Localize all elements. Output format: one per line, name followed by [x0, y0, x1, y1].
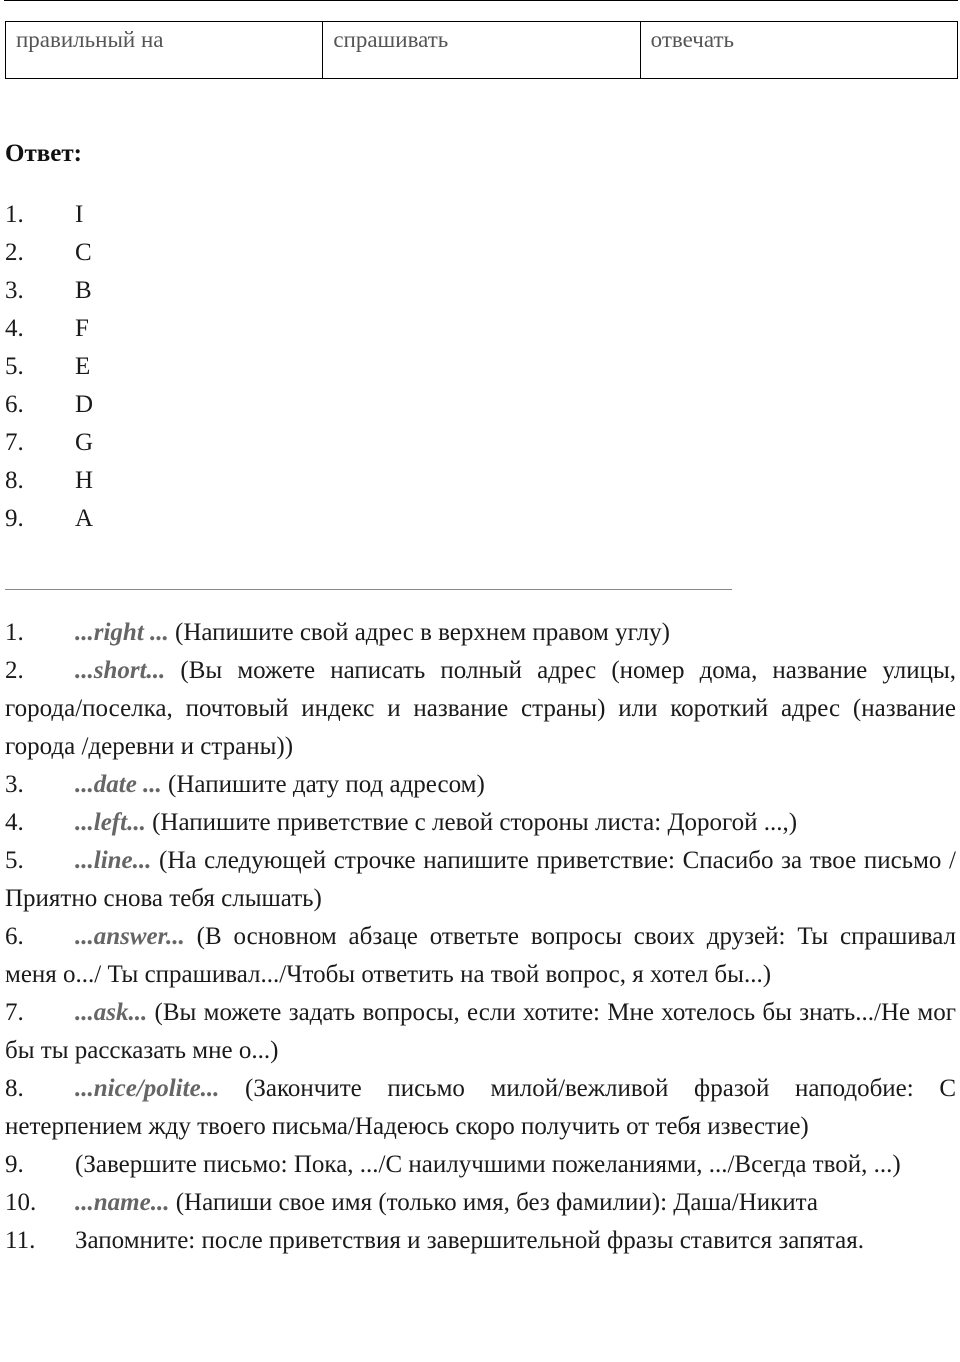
explanation-text: (Завершите письмо: Пока, .../С наилучшими пожеланиями, .../Всегда твой, ...) — [75, 1151, 901, 1178]
item-letter: C — [75, 239, 92, 266]
item-number: 6. — [5, 391, 24, 418]
item-number: 4. — [5, 315, 24, 342]
item-letter: G — [75, 429, 94, 456]
explanation-item — [5, 842, 956, 918]
explanation-text: (Вы можете написать полный адрес (номер дома, название улицы, города/поселка, почтовый индекс и название страны) или короткий адрес (название города /деревни и страны)) — [5, 657, 956, 760]
item-number: 2. — [5, 239, 24, 266]
item-number: 8. — [5, 467, 24, 494]
explanation-list — [5, 614, 956, 1260]
item-number: 11. — [5, 1227, 36, 1254]
item-letter: I — [75, 201, 84, 228]
explanation-text: (Вы можете задать вопросы, если хотите: Мне хотелось бы знать.../Не мог бы ты рассказать мне о...) — [5, 999, 956, 1064]
table-cell: правильный на — [6, 22, 323, 79]
explanation-text: (Напишите свой адрес в верхнем правом углу) — [168, 619, 670, 646]
item-number: 6. — [5, 923, 24, 950]
explanation-item — [5, 1070, 956, 1146]
item-number: 3. — [5, 277, 24, 304]
explanation-item — [5, 918, 956, 994]
explanation-text: (Закончите письмо милой/вежливой фразой наподобие: С нетерпением жду твоего письма/Надеюсь скоро получить от тебя известие) — [5, 1075, 956, 1140]
keyword: ...short... — [75, 657, 166, 684]
explanation-text: (Напишите приветствие с левой стороны листа: Дорогой ...,) — [145, 809, 798, 836]
keyword: ...left... — [75, 809, 146, 836]
item-number: 7. — [5, 999, 24, 1026]
item-number: 5. — [5, 353, 24, 380]
list-item — [5, 348, 93, 386]
item-number: 8. — [5, 1075, 24, 1102]
section-divider — [5, 589, 732, 590]
table-cell: отвечать — [640, 22, 957, 79]
keyword: ...answer... — [75, 923, 185, 950]
explanation-text: Запомните: после приветствия и завершительной фразы ставится запятая. — [75, 1227, 864, 1254]
answer-heading: Ответ: — [5, 140, 82, 167]
item-letter: F — [75, 315, 89, 342]
table-cell: спрашивать — [323, 22, 640, 79]
item-number: 10. — [5, 1189, 37, 1216]
explanation-item — [5, 614, 956, 652]
explanation-item — [5, 1146, 956, 1184]
word-table — [5, 21, 958, 79]
keyword: ...line... — [75, 847, 152, 874]
explanation-item — [5, 652, 956, 766]
keyword: ...right ... — [75, 619, 169, 646]
answer-list — [5, 196, 93, 538]
list-item — [5, 272, 93, 310]
list-item — [5, 310, 93, 348]
list-item — [5, 386, 93, 424]
explanation-item — [5, 804, 956, 842]
list-item — [5, 234, 93, 272]
explanation-text: (Напиши свое имя (только имя, без фамилии): Даша/Никита — [169, 1189, 819, 1216]
item-letter: H — [75, 467, 94, 494]
list-item — [5, 196, 93, 234]
explanation-item — [5, 766, 956, 804]
item-number: 5. — [5, 847, 24, 874]
item-number: 9. — [5, 1151, 24, 1178]
item-letter: D — [75, 391, 94, 418]
list-item — [5, 500, 93, 538]
keyword: ...name... — [75, 1189, 170, 1216]
table-row — [6, 22, 958, 79]
item-number: 1. — [5, 619, 24, 646]
item-letter: E — [75, 353, 91, 380]
top-rule — [4, 0, 958, 1]
keyword: ...nice/polite... — [75, 1075, 220, 1102]
keyword: ...date ... — [75, 771, 162, 798]
keyword: ...ask... — [75, 999, 148, 1026]
item-number: 3. — [5, 771, 24, 798]
item-letter: A — [75, 505, 94, 532]
explanation-text: (На следующей строчке напишите приветствие: Спасибо за твое письмо / Приятно снова тебя слышать) — [5, 847, 956, 912]
explanation-item — [5, 1184, 956, 1222]
item-letter: B — [75, 277, 92, 304]
item-number: 2. — [5, 657, 24, 684]
explanation-item — [5, 1222, 956, 1260]
explanation-item — [5, 994, 956, 1070]
item-number: 1. — [5, 201, 24, 228]
item-number: 4. — [5, 809, 24, 836]
item-number: 7. — [5, 429, 24, 456]
list-item — [5, 424, 93, 462]
explanation-text: (Напишите дату под адресом) — [161, 771, 485, 798]
explanation-text: (В основном абзаце ответьте вопросы своих друзей: Ты спрашивал меня о.../ Ты спрашивал.../Чтобы ответить на твой вопрос, я хотел бы...) — [5, 923, 956, 988]
list-item — [5, 462, 93, 500]
item-number: 9. — [5, 505, 24, 532]
